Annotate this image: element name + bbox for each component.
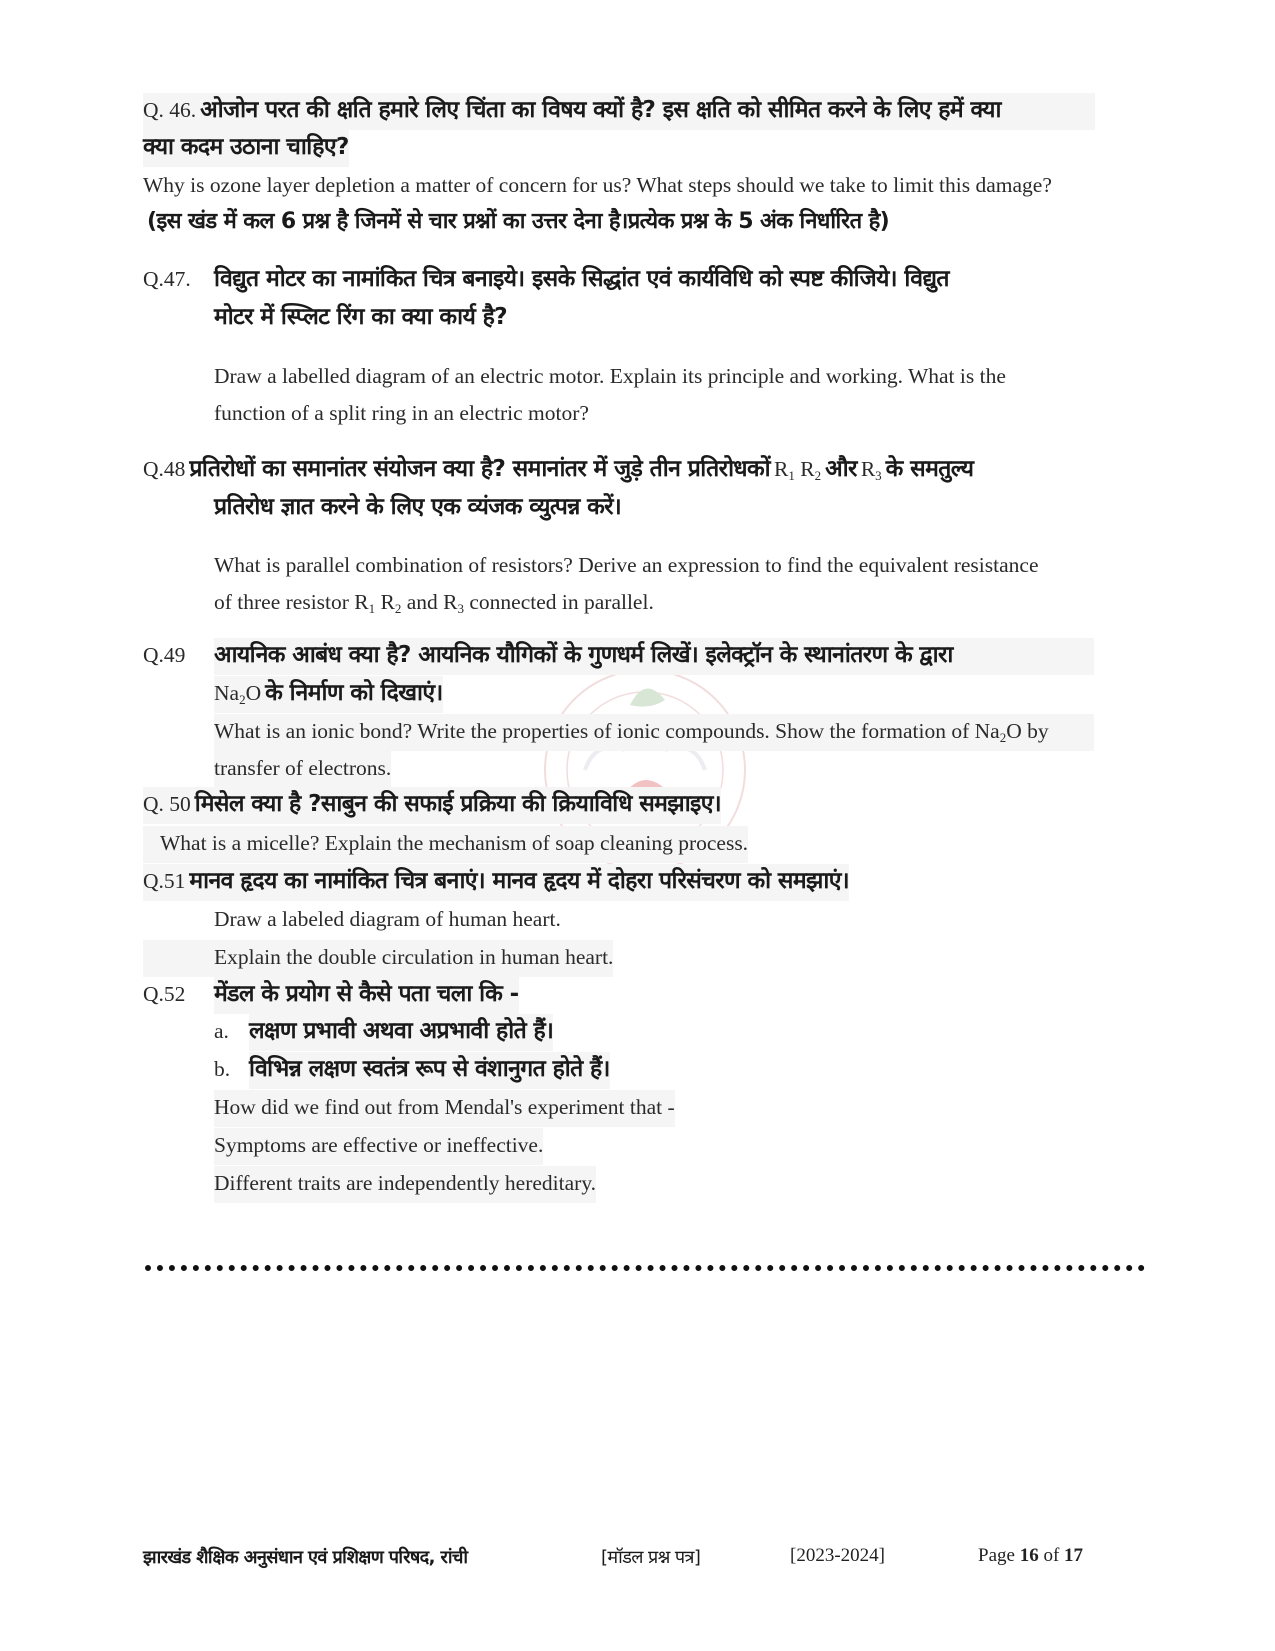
- q49-english-line-2: transfer of electrons.: [214, 751, 391, 788]
- q46-hindi-text-1: ओजोन परत की क्षति हमारे लिए चिंता का विषय क्यों है? इस क्षति को सीमित करने के लिए हमें क्या: [200, 97, 1001, 123]
- q51-number: Q.51: [143, 869, 186, 893]
- q51-hindi: Q.51 मानव हृदय का नामांकित चित्र बनाएं। मानव हृदय में दोहरा परिसंचरण को समझाएं।: [143, 864, 849, 901]
- q52-item-b-marker: b.: [214, 1057, 231, 1081]
- q48-hindi-line-2: प्रतिरोध ज्ञात करने के लिए एक व्यंजक व्युत्पन्न करें।: [214, 494, 622, 520]
- q52-item-a-marker: a.: [214, 1019, 229, 1043]
- q46-number: Q. 46.: [143, 98, 197, 122]
- q47-number: Q.47.: [143, 267, 191, 291]
- q52-english-line-1: How did we find out from Mendal's experiment that -: [214, 1090, 675, 1127]
- section-instruction: (इस खंड में कल 6 प्रश्न है जिनमें से चार प्रश्नों का उत्तर देना है।प्रत्येक प्रश्न के 5 अंक निर्धारित है): [147, 209, 890, 234]
- q47-hindi-line-2: मोटर में स्प्लिट रिंग का क्या कार्य है?: [214, 304, 507, 330]
- q47-hindi-line-1: विद्युत मोटर का नामांकित चित्र बनाइये। इसके सिद्धांत एवं कार्यविधि को स्पष्ट कीजिये। विद्युत: [214, 266, 949, 292]
- q46-hindi-line-2: क्या कदम उठाना चाहिए?: [143, 130, 349, 167]
- q48-hindi-line-1: Q.48 प्रतिरोधों का समानांतर संयोजन क्या है? समानांतर में जुड़े तीन प्रतिरोधकों $R_1$ $R_2$ और $R_3$ के समतुल्य: [143, 456, 974, 483]
- q51-english-line-1: Draw a labeled diagram of human heart.: [214, 907, 561, 931]
- q46-hindi-line-1: [143, 93, 1095, 130]
- q49-number: Q.49: [143, 643, 186, 667]
- q46-english: Why is ozone layer depletion a matter of concern for us? What steps should we take to limit this damage?: [143, 173, 1052, 197]
- q48-english-line-2: of three resistor $R_1$ $R_2$ and $R_3$ connected in parallel.: [214, 590, 654, 616]
- q48-number: Q.48: [143, 457, 186, 481]
- q48-english-line-1: What is parallel combination of resistors? Derive an expression to find the equivalent resistance: [214, 553, 1039, 577]
- footer-year: [2023-2024]: [790, 1545, 885, 1566]
- footer-org: झारखंड शैक्षिक अनुसंधान एवं प्रशिक्षण परिषद, रांची: [143, 1547, 468, 1568]
- q49-hindi-line-2: $Na_2O$ के निर्माण को दिखाएं।: [214, 676, 443, 713]
- q47-english-line-1: Draw a labelled diagram of an electric motor. Explain its principle and working. What is the: [214, 364, 1006, 388]
- section-divider: [145, 1265, 1145, 1271]
- q52-english-line-2: Symptoms are effective or ineffective.: [214, 1128, 543, 1165]
- q52-item-a: लक्षण प्रभावी अथवा अप्रभावी होते हैं।: [249, 1014, 553, 1051]
- q49-english-line-1: What is an ionic bond? Write the properties of ionic compounds. Show the formation of $Na_2O$ by: [214, 714, 1094, 751]
- q52-english-line-3: Different traits are independently hereditary.: [214, 1166, 596, 1203]
- q47-english-line-2: function of a split ring in an electric motor?: [214, 401, 589, 425]
- q52-item-b: विभिन्न लक्षण स्वतंत्र रूप से वंशानुगत होते हैं।: [249, 1052, 610, 1089]
- q52-number: Q.52: [143, 982, 186, 1006]
- q50-english: What is a micelle? Explain the mechanism of soap cleaning process.: [143, 826, 748, 863]
- q52-hindi-intro: मेंडल के प्रयोग से कैसे पता चला कि -: [214, 977, 519, 1014]
- q50-hindi: Q. 50 मिसेल क्या है ?साबुन की सफाई प्रक्रिया की क्रियाविधि समझाइए।: [143, 787, 721, 824]
- q49-hindi-line-1: आयनिक आबंध क्या है? आयनिक यौगिकों के गुणधर्म लिखें। इलेक्ट्रॉन के स्थानांतरण के द्वारा: [214, 638, 1094, 675]
- footer-page-number: Page 16 of 17: [978, 1545, 1084, 1566]
- footer-doc-type: [मॉडल प्रश्न पत्र]: [601, 1547, 701, 1568]
- q50-number: Q. 50: [143, 792, 191, 816]
- q51-english-line-2: Explain the double circulation in human heart.: [143, 940, 613, 977]
